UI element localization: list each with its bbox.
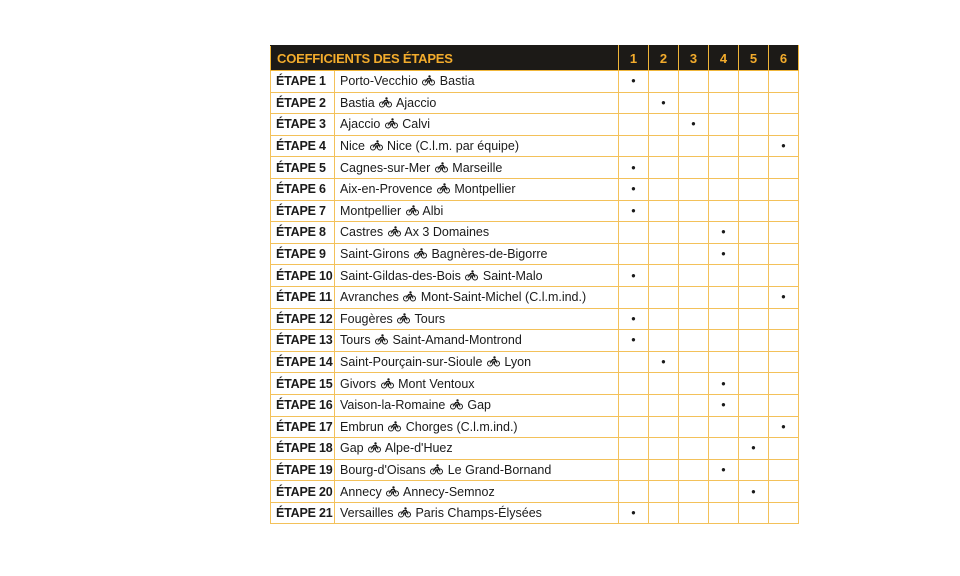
table-row xyxy=(271,438,799,460)
coefficient-cell xyxy=(739,157,769,179)
coefficient-cell xyxy=(769,308,799,330)
table-row xyxy=(271,481,799,503)
route-cell xyxy=(335,438,619,460)
coefficient-cell xyxy=(679,373,709,395)
route-finish: Chorges xyxy=(405,419,453,434)
coefficient-cell xyxy=(709,114,739,136)
table-row xyxy=(271,71,799,93)
bicycle-icon xyxy=(397,313,410,324)
coefficient-cell xyxy=(709,71,739,93)
stage-coefficients-table xyxy=(270,45,799,524)
coefficient-cell xyxy=(619,243,649,265)
stage-label: ÉTAPE 6 xyxy=(271,178,335,200)
table-body xyxy=(271,71,799,524)
column-header-1: 1 xyxy=(619,46,649,71)
coefficient-cell xyxy=(679,394,709,416)
bicycle-icon xyxy=(379,97,392,108)
bicycle-icon xyxy=(450,399,463,410)
route-cell xyxy=(335,416,619,438)
bicycle-icon xyxy=(465,270,478,281)
coefficient-cell xyxy=(739,416,769,438)
coefficient-cell xyxy=(619,351,649,373)
coefficient-cell xyxy=(739,200,769,222)
stage-label: ÉTAPE 19 xyxy=(271,459,335,481)
bicycle-icon xyxy=(487,356,500,367)
route-start: Avranches xyxy=(340,290,399,305)
route-start: Cagnes-sur-Mer xyxy=(340,160,431,175)
coefficient-marker: • xyxy=(619,178,649,200)
route-cell xyxy=(335,394,619,416)
bicycle-icon xyxy=(437,183,450,194)
route-start: Castres xyxy=(340,225,384,240)
coefficient-cell xyxy=(679,481,709,503)
coefficient-cell xyxy=(769,114,799,136)
coefficient-cell xyxy=(619,373,649,395)
coefficient-cell xyxy=(619,481,649,503)
route-finish: Bastia xyxy=(439,74,475,89)
coefficient-marker: • xyxy=(769,286,799,308)
table-row xyxy=(271,92,799,114)
table-row xyxy=(271,178,799,200)
coefficient-cell xyxy=(739,351,769,373)
route-finish: Lyon xyxy=(504,355,532,370)
stage-label: ÉTAPE 15 xyxy=(271,373,335,395)
coefficient-marker: • xyxy=(679,114,709,136)
table-row xyxy=(271,286,799,308)
route-finish: Annecy-Semnoz xyxy=(402,484,495,499)
coefficient-cell xyxy=(769,178,799,200)
route-cell xyxy=(335,308,619,330)
coefficient-cell xyxy=(649,265,679,287)
route-start: Fougères xyxy=(340,311,393,326)
route-cell xyxy=(335,178,619,200)
coefficient-cell xyxy=(619,135,649,157)
bicycle-icon xyxy=(381,378,394,389)
coefficient-marker: • xyxy=(739,438,769,460)
coefficient-cell xyxy=(769,373,799,395)
coefficient-marker: • xyxy=(709,459,739,481)
coefficient-cell xyxy=(709,351,739,373)
coefficient-cell xyxy=(769,243,799,265)
route-start: Nice xyxy=(340,139,366,154)
coefficient-marker: • xyxy=(709,243,739,265)
route-cell xyxy=(335,222,619,244)
table-header xyxy=(271,46,799,71)
coefficient-cell xyxy=(709,416,739,438)
coefficient-cell xyxy=(709,135,739,157)
coefficient-cell xyxy=(739,265,769,287)
bicycle-icon xyxy=(414,248,427,259)
route-start: Annecy xyxy=(340,484,382,499)
coefficient-cell xyxy=(709,92,739,114)
coefficient-cell xyxy=(739,135,769,157)
table-row xyxy=(271,351,799,373)
coefficient-marker: • xyxy=(619,330,649,352)
coefficient-cell xyxy=(619,394,649,416)
route-start: Tours xyxy=(340,333,371,348)
route-cell xyxy=(335,373,619,395)
route-finish: Mont Ventoux xyxy=(398,376,475,391)
coefficient-cell xyxy=(649,438,679,460)
route-note: (C.l.m. par équipe) xyxy=(415,139,519,154)
stage-label: ÉTAPE 13 xyxy=(271,330,335,352)
bicycle-icon xyxy=(375,334,388,345)
stage-label: ÉTAPE 7 xyxy=(271,200,335,222)
coefficient-cell xyxy=(769,481,799,503)
bicycle-icon xyxy=(406,205,419,216)
coefficient-cell xyxy=(649,200,679,222)
stage-label: ÉTAPE 18 xyxy=(271,438,335,460)
table-row xyxy=(271,502,799,524)
coefficient-cell xyxy=(709,438,739,460)
coefficient-cell xyxy=(739,330,769,352)
coefficient-marker: • xyxy=(709,222,739,244)
stage-label: ÉTAPE 9 xyxy=(271,243,335,265)
coefficient-cell xyxy=(739,114,769,136)
coefficient-cell xyxy=(709,330,739,352)
route-cell xyxy=(335,243,619,265)
coefficient-marker: • xyxy=(769,416,799,438)
coefficient-cell xyxy=(679,92,709,114)
coefficient-cell xyxy=(769,157,799,179)
coefficient-cell xyxy=(619,416,649,438)
route-cell xyxy=(335,481,619,503)
coefficient-cell xyxy=(619,114,649,136)
bicycle-icon xyxy=(386,486,399,497)
bicycle-icon xyxy=(398,507,411,518)
route-start: Versailles xyxy=(340,506,394,521)
stage-label: ÉTAPE 12 xyxy=(271,308,335,330)
coefficient-cell xyxy=(649,394,679,416)
coefficient-cell xyxy=(739,286,769,308)
coefficient-cell xyxy=(649,243,679,265)
table-row xyxy=(271,157,799,179)
coefficient-cell xyxy=(649,286,679,308)
coefficient-cell xyxy=(679,286,709,308)
route-finish: Saint-Malo xyxy=(482,268,543,283)
coefficient-cell xyxy=(649,71,679,93)
coefficient-cell xyxy=(709,157,739,179)
coefficient-cell xyxy=(679,502,709,524)
stage-label: ÉTAPE 17 xyxy=(271,416,335,438)
route-finish: Marseille xyxy=(452,160,503,175)
route-cell xyxy=(335,157,619,179)
bicycle-icon xyxy=(403,291,416,302)
coefficient-cell xyxy=(739,71,769,93)
coefficient-marker: • xyxy=(619,502,649,524)
coefficient-cell xyxy=(649,459,679,481)
bicycle-icon xyxy=(422,75,435,86)
stage-label: ÉTAPE 14 xyxy=(271,351,335,373)
coefficient-cell xyxy=(679,438,709,460)
coefficient-marker: • xyxy=(619,265,649,287)
coefficient-cell xyxy=(649,481,679,503)
bicycle-icon xyxy=(388,421,401,432)
route-cell xyxy=(335,459,619,481)
coefficient-cell xyxy=(679,308,709,330)
bicycle-icon xyxy=(385,118,398,129)
route-start: Vaison-la-Romaine xyxy=(340,398,446,413)
route-start: Aix-en-Provence xyxy=(340,182,433,197)
route-finish: Albi xyxy=(422,203,444,218)
bicycle-icon xyxy=(430,464,443,475)
route-start: Saint-Gildas-des-Bois xyxy=(340,268,461,283)
bicycle-icon xyxy=(368,442,381,453)
coefficient-marker: • xyxy=(739,481,769,503)
coefficient-cell xyxy=(679,351,709,373)
coefficient-marker: • xyxy=(619,200,649,222)
route-start: Embrun xyxy=(340,419,384,434)
route-finish: Bagnères-de-Bigorre xyxy=(431,247,548,262)
route-cell xyxy=(335,265,619,287)
coefficient-cell xyxy=(679,157,709,179)
stage-label: ÉTAPE 5 xyxy=(271,157,335,179)
route-cell xyxy=(335,135,619,157)
route-finish: Ax 3 Domaines xyxy=(404,225,490,240)
route-finish: Nice xyxy=(386,139,412,154)
column-header-6: 6 xyxy=(769,46,799,71)
table-row xyxy=(271,114,799,136)
coefficient-cell xyxy=(649,114,679,136)
bicycle-icon xyxy=(370,140,383,151)
route-finish: Calvi xyxy=(402,117,431,132)
route-cell xyxy=(335,502,619,524)
table-row xyxy=(271,394,799,416)
route-finish: Saint-Amand-Montrond xyxy=(392,333,522,348)
coefficient-cell xyxy=(769,394,799,416)
coefficient-cell xyxy=(679,178,709,200)
route-finish: Mont-Saint-Michel xyxy=(420,290,522,305)
coefficient-cell xyxy=(679,265,709,287)
coefficient-cell xyxy=(619,438,649,460)
coefficient-marker: • xyxy=(649,92,679,114)
stage-label: ÉTAPE 2 xyxy=(271,92,335,114)
coefficient-marker: • xyxy=(619,308,649,330)
coefficient-cell xyxy=(679,135,709,157)
bicycle-icon xyxy=(435,162,448,173)
coefficient-cell xyxy=(649,222,679,244)
route-start: Bourg-d'Oisans xyxy=(340,462,426,477)
coefficient-cell xyxy=(679,416,709,438)
route-cell xyxy=(335,286,619,308)
route-start: Givors xyxy=(340,376,377,391)
column-header-4: 4 xyxy=(709,46,739,71)
coefficient-cell xyxy=(709,200,739,222)
stage-label: ÉTAPE 8 xyxy=(271,222,335,244)
coefficient-cell xyxy=(739,373,769,395)
coefficient-cell xyxy=(709,481,739,503)
route-finish: Tours xyxy=(414,311,446,326)
coefficient-cell xyxy=(769,92,799,114)
route-start: Gap xyxy=(340,441,364,456)
coefficient-cell xyxy=(649,135,679,157)
coefficient-cell xyxy=(769,459,799,481)
table-row xyxy=(271,416,799,438)
coefficient-cell xyxy=(709,265,739,287)
route-start: Porto-Vecchio xyxy=(340,74,418,89)
route-cell xyxy=(335,92,619,114)
coefficient-cell xyxy=(679,330,709,352)
coefficient-cell xyxy=(679,71,709,93)
coefficient-cell xyxy=(679,222,709,244)
stage-label: ÉTAPE 20 xyxy=(271,481,335,503)
stage-label: ÉTAPE 1 xyxy=(271,71,335,93)
column-header-5: 5 xyxy=(739,46,769,71)
coefficient-cell xyxy=(769,351,799,373)
table-row xyxy=(271,459,799,481)
route-cell xyxy=(335,330,619,352)
route-cell xyxy=(335,200,619,222)
coefficient-cell xyxy=(709,502,739,524)
route-finish: Paris Champs-Élysées xyxy=(415,506,542,521)
coefficient-cell xyxy=(769,222,799,244)
route-cell xyxy=(335,114,619,136)
coefficient-cell xyxy=(709,178,739,200)
coefficient-cell xyxy=(649,178,679,200)
coefficient-cell xyxy=(769,71,799,93)
coefficient-marker: • xyxy=(619,71,649,93)
header-row xyxy=(271,46,799,71)
route-note: (C.l.m.ind.) xyxy=(456,419,518,434)
coefficient-cell xyxy=(619,222,649,244)
route-start: Montpellier xyxy=(340,203,402,218)
table-row xyxy=(271,330,799,352)
coefficient-marker: • xyxy=(649,351,679,373)
coefficient-marker: • xyxy=(619,157,649,179)
coefficient-cell xyxy=(649,157,679,179)
table-row xyxy=(271,308,799,330)
route-finish: Montpellier xyxy=(454,182,516,197)
coefficient-cell xyxy=(769,438,799,460)
coefficient-marker: • xyxy=(709,394,739,416)
table-row xyxy=(271,373,799,395)
coefficient-cell xyxy=(709,286,739,308)
stage-label: ÉTAPE 16 xyxy=(271,394,335,416)
coefficient-cell xyxy=(619,286,649,308)
route-cell xyxy=(335,71,619,93)
route-cell xyxy=(335,351,619,373)
coefficient-cell xyxy=(739,502,769,524)
coefficient-cell xyxy=(739,222,769,244)
coefficient-cell xyxy=(769,265,799,287)
coefficient-marker: • xyxy=(769,135,799,157)
bicycle-icon xyxy=(388,226,401,237)
coefficient-cell xyxy=(679,200,709,222)
column-header-3: 3 xyxy=(679,46,709,71)
table-row xyxy=(271,265,799,287)
coefficient-cell xyxy=(739,178,769,200)
table-row xyxy=(271,135,799,157)
coefficient-cell xyxy=(739,243,769,265)
route-note: (C.l.m.ind.) xyxy=(525,290,587,305)
coefficient-cell xyxy=(679,459,709,481)
coefficient-marker: • xyxy=(709,373,739,395)
coefficient-cell xyxy=(649,330,679,352)
table-title: COEFFICIENTS DES ÉTAPES xyxy=(271,46,619,71)
coefficient-cell xyxy=(649,373,679,395)
route-finish: Ajaccio xyxy=(396,95,437,110)
column-header-2: 2 xyxy=(649,46,679,71)
coefficient-cell xyxy=(739,92,769,114)
stage-label: ÉTAPE 3 xyxy=(271,114,335,136)
coefficient-cell xyxy=(649,416,679,438)
coefficient-cell xyxy=(649,308,679,330)
coefficient-cell xyxy=(769,200,799,222)
coefficient-cell xyxy=(739,394,769,416)
stage-label: ÉTAPE 4 xyxy=(271,135,335,157)
stage-label: ÉTAPE 10 xyxy=(271,265,335,287)
route-start: Saint-Pourçain-sur-Sioule xyxy=(340,355,483,370)
route-finish: Alpe-d'Huez xyxy=(384,441,453,456)
route-finish: Le Grand-Bornand xyxy=(447,462,552,477)
coefficient-cell xyxy=(739,459,769,481)
coefficient-cell xyxy=(709,308,739,330)
route-start: Bastia xyxy=(340,95,375,110)
coefficient-cell xyxy=(769,330,799,352)
table-row xyxy=(271,243,799,265)
route-start: Saint-Girons xyxy=(340,247,410,262)
route-finish: Gap xyxy=(467,398,491,413)
coefficient-cell xyxy=(649,502,679,524)
coefficient-cell xyxy=(619,459,649,481)
coefficient-cell xyxy=(619,92,649,114)
table-row xyxy=(271,222,799,244)
coefficient-cell xyxy=(739,308,769,330)
route-start: Ajaccio xyxy=(340,117,381,132)
stage-label: ÉTAPE 21 xyxy=(271,502,335,524)
coefficient-cell xyxy=(769,502,799,524)
coefficient-cell xyxy=(679,243,709,265)
table-row xyxy=(271,200,799,222)
stage-label: ÉTAPE 11 xyxy=(271,286,335,308)
